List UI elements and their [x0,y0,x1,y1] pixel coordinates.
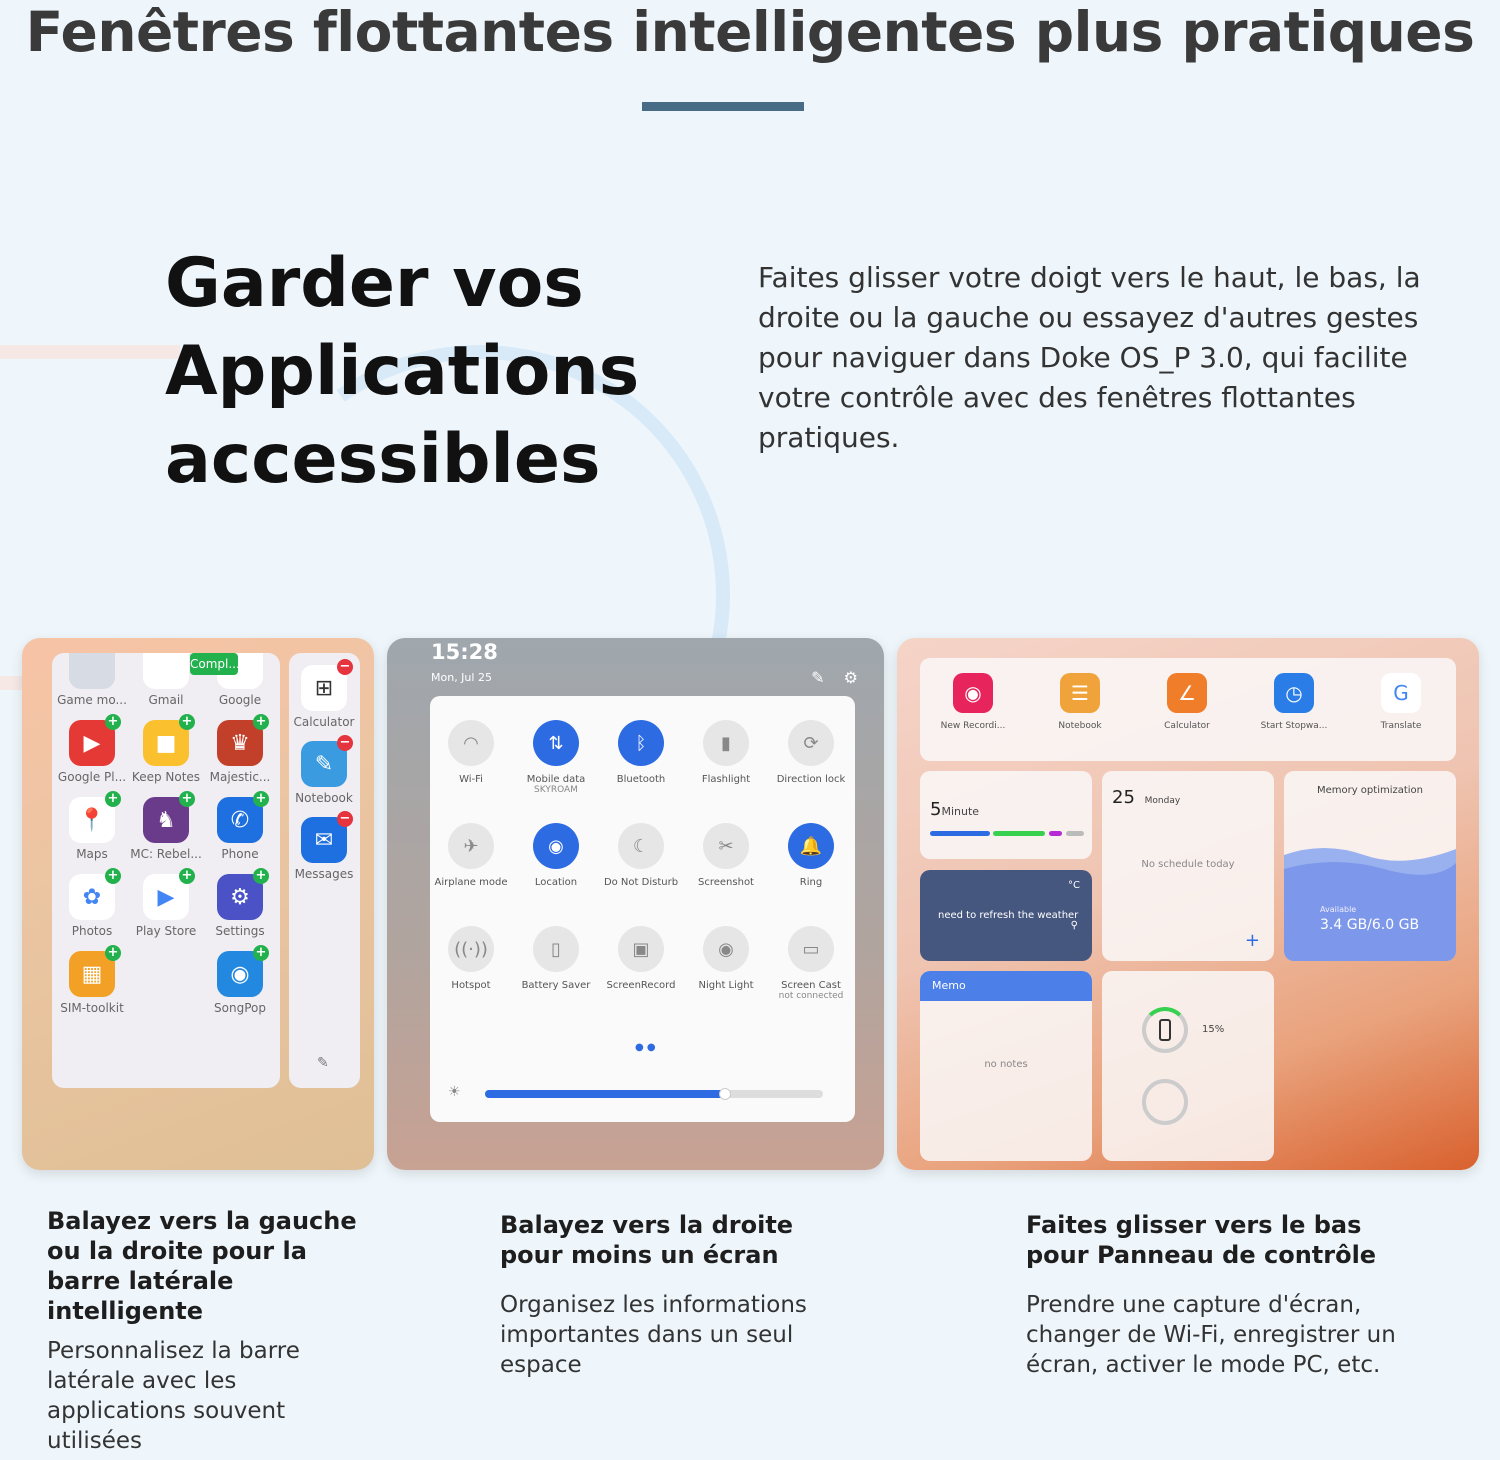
tile-wi-fi[interactable] [426,720,516,785]
decorative-stripe [0,345,180,359]
tile-mobile-data[interactable] [511,720,601,795]
remove-icon[interactable]: − [337,811,353,827]
app-icon: ♞ + [143,797,189,843]
tile-label: Ring [799,877,823,888]
add-icon[interactable]: + [253,714,269,730]
screenshot-icon: ✂ [703,823,749,869]
calendar-day: 25 [1112,787,1135,808]
edit-icon[interactable]: ✎ [811,668,825,687]
battery-widget[interactable] [1102,971,1274,1161]
memory-widget[interactable] [1284,771,1456,961]
add-icon[interactable]: + [253,945,269,961]
caption-3 [1026,1210,1416,1380]
app-sim-toolkit[interactable] [54,945,130,1015]
start-stopwa-icon: ◷ [1274,673,1314,713]
app-label: Settings [215,924,265,938]
memo-empty: no notes [984,1059,1028,1070]
tile-label: Wi-Fi [459,774,483,785]
sidebar-screenshot [22,638,374,1170]
gear-icon[interactable]: ⚙ [843,668,858,687]
app-label: Google Pl... [57,770,127,784]
complete-button[interactable]: Compl... [190,653,238,675]
add-icon[interactable]: + [105,714,121,730]
app-play-store[interactable] [128,868,204,938]
caption-2-body: Organisez les informations importantes dans un seul espace [500,1292,807,1378]
weather-widget[interactable] [920,870,1092,961]
battery-percent: 15% [1202,1024,1225,1035]
tile-label: Airplane mode [434,877,508,888]
dock-messages[interactable] [286,811,362,881]
app-icon: ◉ + [217,951,263,997]
tile-direction-lock[interactable] [766,720,856,785]
dock-label: Messages [294,867,354,881]
calendar-widget[interactable] [1102,771,1274,961]
tool-calculator[interactable] [1142,673,1232,731]
add-icon[interactable]: + [253,791,269,807]
app-grid [52,653,280,1088]
location-icon: ◉ [533,823,579,869]
tile-label: Bluetooth [616,774,666,785]
calendar-weekday: Monday [1144,796,1181,806]
dock-label: Notebook [295,791,353,805]
app-icon: ♛ + [217,720,263,766]
caption-3-title: Faites glisser vers le bas pour Panneau de contrôle [1026,1211,1377,1269]
tool-label: New Recordi... [940,721,1006,731]
app-icon: ▦ + [69,951,115,997]
tool-start-stopwa[interactable] [1249,673,1339,731]
tile-hotspot[interactable] [426,926,516,991]
mobile-data-icon: ⇅ [533,720,579,766]
app-label: Photos [71,924,113,938]
caption-1-title: Balayez vers la gauche ou la droite pour la barre latérale intelligente [47,1207,357,1325]
add-icon[interactable]: + [179,714,195,730]
wi-fi-icon: ◠ [448,720,494,766]
headline-line-1: Garder vos [165,244,584,323]
battery-saver-icon: ▯ [533,926,579,972]
tile-screenshot[interactable] [681,823,771,888]
dock-app-icon: ✎ − [301,741,347,787]
tile-screenrecord[interactable] [596,926,686,991]
memory-value: 3.4 GB/6.0 GB [1320,917,1420,933]
add-icon[interactable]: + [105,791,121,807]
app-label: SIM-toolkit [60,1001,124,1015]
add-event-icon[interactable]: + [1244,930,1260,951]
clock-date: Mon, Jul 25 [431,671,492,684]
app-icon: ✿ + [69,874,115,920]
app-label: MC: Rebel... [130,847,202,861]
tool-translate[interactable] [1356,673,1446,731]
caption-2 [500,1210,830,1380]
widgets-screenshot [897,638,1479,1170]
app-mc-rebel[interactable] [128,791,204,861]
airplane-mode-icon: ✈ [448,823,494,869]
app-label: Google [218,693,262,707]
quick-settings-screenshot [387,638,884,1170]
phone-icon [1159,1019,1171,1041]
tile-location[interactable] [511,823,601,888]
app-label: Game mo... [57,693,127,707]
do-not-disturb-icon: ☾ [618,823,664,869]
app-google-pl[interactable] [54,714,130,784]
new-recordi-icon: ◉ [953,673,993,713]
brightness-handle[interactable] [719,1088,731,1100]
add-icon[interactable]: + [105,868,121,884]
tool-label: Calculator [1164,721,1210,731]
app-keep-notes[interactable] [128,714,204,784]
headline-line-2: Applications [165,332,640,411]
tile-label: Flashlight [701,774,751,785]
remove-icon[interactable]: − [337,659,353,675]
dock-app-icon: ✉ − [301,817,347,863]
screen-cast-icon: ▭ [788,926,834,972]
quick-settings-panel [430,696,855,1122]
app-icon: ▶ + [143,874,189,920]
app-maps[interactable] [54,791,130,861]
page-title: Fenêtres flottantes intelligentes plus pratiques [25,0,1475,64]
tool-new-recordi[interactable] [928,673,1018,731]
app-icon [143,653,189,689]
app-icon: ✆ + [217,797,263,843]
tile-night-light[interactable] [681,926,771,991]
app-game-mo[interactable] [54,653,130,707]
app-label: Play Store [135,924,197,938]
app-phone[interactable] [202,791,278,861]
app-label: Keep Notes [131,770,201,784]
tool-label: Notebook [1058,721,1102,731]
timer-value: 5 [930,799,942,820]
edit-sidebar-icon[interactable]: ✎ [317,1055,329,1071]
timer-bar-purple [1049,831,1062,836]
bluetooth-icon: ᛒ [618,720,664,766]
hero-headline [165,240,725,504]
memo-title: Memo [920,971,1092,1001]
brightness-icon: ☀ [448,1084,461,1100]
header-actions [811,668,858,687]
hero-intro: Faites glisser votre doigt vers le haut, le bas, la droite ou la gauche ou essayez d'autres gestes pour naviguer dans Doke OS_P 3.0, qui facilite votre contrôle avec des fenêtres flottantes pratiques. [758,261,1421,454]
app-majestic[interactable] [202,714,278,784]
app-icon: ▶ + [69,720,115,766]
add-icon[interactable]: + [179,791,195,807]
weather-unit: °C [1068,880,1080,891]
app-icon [69,653,115,689]
tile-ring[interactable] [766,823,856,888]
app-label: Maps [76,847,108,861]
title-underline [642,102,804,111]
tile-label: Mobile data [526,774,586,785]
night-light-icon: ◉ [703,926,749,972]
timer-bar-green [993,831,1045,836]
tool-label: Translate [1380,721,1422,731]
tile-label: Direction lock [776,774,846,785]
tile-battery-saver[interactable] [511,926,601,991]
brightness-fill [485,1090,725,1098]
tile-flashlight[interactable] [681,720,771,785]
caption-3-body: Prendre une capture d'écran, changer de Wi-Fi, enregistrer un écran, activer le mode PC, etc. [1026,1292,1396,1378]
dock-label: Calculator [293,715,355,729]
tile-label: Battery Saver [521,980,591,991]
app-icon: ⚙ + [217,874,263,920]
direction-lock-icon: ⟳ [788,720,834,766]
calculator-icon: ∠ [1167,673,1207,713]
memory-available-label: Available [1320,905,1357,914]
weather-text: need to refresh the weather [938,910,1079,921]
add-icon[interactable]: + [105,945,121,961]
dock-app-icon: ⊞ − [301,665,347,711]
location-pin-icon: ⚲ [1070,920,1078,931]
dock-notebook[interactable] [286,735,362,805]
caption-1 [47,1206,377,1456]
ring-icon: 🔔 [788,823,834,869]
notebook-icon: ☰ [1060,673,1100,713]
tile-label: Night Light [698,980,754,991]
tile-label: Location [534,877,578,888]
app-icon: 📍 + [69,797,115,843]
tile-sublabel: not connected [778,991,844,1001]
app-icon: ■ + [143,720,189,766]
clock-time: 15:28 [431,640,498,664]
add-icon[interactable]: + [253,868,269,884]
remove-icon[interactable]: − [337,735,353,751]
memo-widget[interactable] [920,971,1092,1161]
brightness-slider[interactable] [485,1090,823,1098]
add-icon[interactable]: + [179,868,195,884]
hotspot-icon: ((·)) [448,926,494,972]
tile-label: Hotspot [451,980,491,991]
app-label: SongPop [214,1001,266,1015]
app-songpop[interactable] [202,945,278,1015]
tool-notebook[interactable] [1035,673,1125,731]
tile-bluetooth[interactable] [596,720,686,785]
tile-screen-cast[interactable] [766,926,856,1001]
device-battery-ring [1142,1079,1188,1125]
caption-1-body: Personnalisez la barre latérale avec les applications souvent utilisées [47,1338,300,1454]
timer-widget[interactable] [920,771,1092,859]
timer-bar-blue [930,831,990,836]
timer-unit: Minute [941,805,980,818]
timer-bar-grey [1066,831,1084,836]
tile-airplane-mode[interactable] [426,823,516,888]
memory-title: Memory optimization [1316,785,1424,796]
screenrecord-icon: ▣ [618,926,664,972]
app-label: Majestic... [209,770,271,784]
translate-icon: G [1381,673,1421,713]
tile-label: Screen Cast [781,980,841,991]
headline-line-3: accessibles [165,420,601,499]
dock-calculator[interactable] [286,659,362,729]
caption-2-title: Balayez vers la droite pour moins un écran [500,1211,794,1269]
app-settings[interactable] [202,868,278,938]
tile-do-not-disturb[interactable] [596,823,686,888]
page-indicator: ● ● [635,1042,656,1053]
tile-sublabel: SKYROAM [534,785,578,795]
tool-label: Start Stopwa... [1260,721,1328,731]
memory-wave [1284,841,1456,961]
tile-label: ScreenRecord [606,980,676,991]
tile-label: Do Not Disturb [603,877,679,888]
app-photos[interactable] [54,868,130,938]
tile-label: Screenshot [698,877,754,888]
calendar-empty: No schedule today [1141,859,1235,870]
sidebar-dock [289,653,360,1088]
app-label: Phone [221,847,259,861]
app-label: Gmail [148,693,184,707]
quick-tools-widget [920,658,1456,761]
flashlight-icon: ▮ [703,720,749,766]
